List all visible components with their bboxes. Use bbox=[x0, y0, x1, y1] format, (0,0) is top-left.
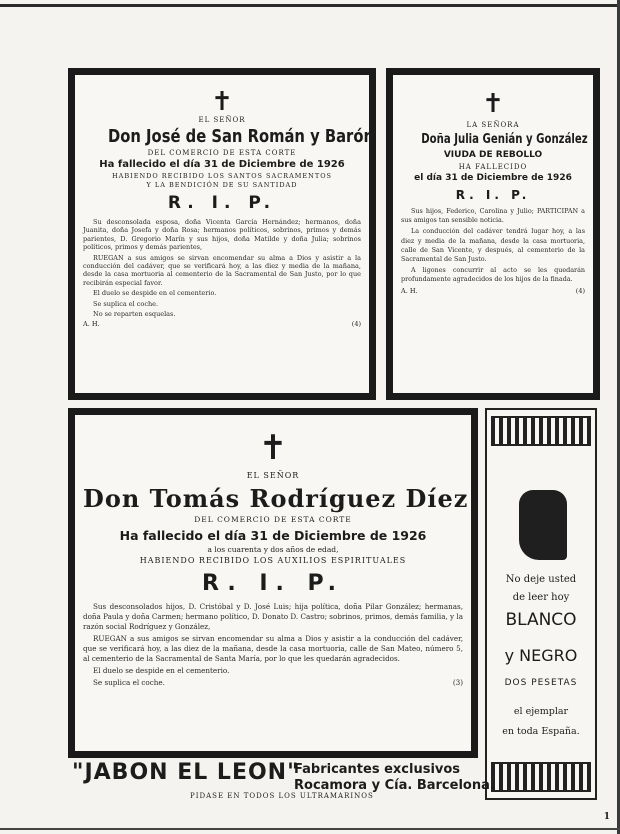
soap-company: Rocamora y Cía. Barcelona. bbox=[294, 778, 495, 793]
obituary-subtitle: DEL COMERCIO DE ESTA CORTE bbox=[147, 149, 297, 157]
ad-line: el ejemplar bbox=[513, 706, 569, 717]
soap-makers: Fabricantes exclusivos bbox=[294, 762, 461, 777]
soap-tagline: PIDASE EN TODOS LOS ULTRAMARINOS bbox=[190, 792, 374, 800]
ad-line: de leer hoy bbox=[512, 592, 570, 603]
rip-heading: R. I. P. bbox=[455, 188, 531, 202]
obituary-paragraph: Sus desconsolados hijos, D. Cristóbal y D. José Luis; hija política, doña Pilar González; hermanas, doña Paula y doña Carmen; hermano político, D. Donato D. Castro; sobrinos, primos, demás familia, y la razón social Rodríguez y González, bbox=[83, 602, 463, 631]
cross-icon: ✝ bbox=[211, 87, 233, 117]
top-rule bbox=[0, 4, 620, 7]
obituary-name: Doña Julia Genián y González bbox=[421, 132, 588, 147]
obituary-closing: El duelo se despide en el cementerio. bbox=[93, 289, 217, 298]
obituary-footer bbox=[401, 287, 585, 295]
obituary-closing: El duelo se despide en el cementerio. bbox=[93, 666, 230, 675]
obituary-closing: Se suplica el coche. bbox=[93, 678, 165, 687]
notice-number: (4) bbox=[351, 320, 361, 329]
obituary-body bbox=[83, 602, 463, 690]
cross-icon: ✝ bbox=[258, 428, 288, 468]
obituary-age: a los cuarenta y dos años de edad, bbox=[207, 545, 339, 554]
rip-heading: R. I. P. bbox=[167, 193, 277, 213]
ad-line: en toda España. bbox=[502, 726, 580, 737]
agency-mark: A. H. bbox=[83, 320, 100, 329]
obituary-closing: Se suplica el coche. bbox=[93, 299, 159, 308]
ad-illustration bbox=[519, 490, 567, 560]
obituary-name: Don Tomás Rodríguez Díez bbox=[83, 484, 469, 513]
obituary-body bbox=[401, 207, 585, 285]
obituary-body bbox=[83, 218, 361, 318]
bottom-rule bbox=[0, 828, 620, 830]
obituary-rodriguez bbox=[68, 408, 478, 758]
obituary-death-date: Ha fallecido el día 31 de Diciembre de 1926 bbox=[99, 159, 345, 170]
obituary-sacraments: HABIENDO RECIBIDO LOS AUXILIOS ESPIRITUALES bbox=[139, 556, 407, 565]
obituary-paragraph: RUEGAN a sus amigos se sirvan encomendar su alma a Dios y asistir a la conducción del cadáver, que se verificará hoy, a las diez y media de la mañana, desde la casa mortuoria al cementerio de la Sacramental de San Justo, por lo que recibirán especial favor. bbox=[83, 253, 361, 287]
obituary-widow: VIUDA DE REBOLLO bbox=[443, 150, 543, 160]
notice-number: (4) bbox=[575, 286, 585, 295]
agency-mark: A. H. bbox=[401, 286, 418, 295]
soap-brand: "JABON EL LEON" bbox=[72, 760, 300, 785]
jabon-el-leon-ad bbox=[72, 760, 612, 804]
ad-brand-blanco: BLANCO bbox=[505, 610, 577, 630]
ad-brand-negro: y NEGRO bbox=[504, 646, 578, 665]
obituary-name: Don José de San Román y Barón bbox=[108, 126, 374, 147]
obituary-closing: No se reparten esquelas. bbox=[93, 310, 176, 319]
obituary-san-roman bbox=[68, 68, 376, 400]
obituary-paragraph: Sus hijos, Federico, Carolina y Julio; PARTICIPAN a sus amigos tan sensible noticia. bbox=[401, 207, 585, 225]
obituary-death-date: el día 31 de Diciembre de 1926 bbox=[414, 173, 572, 183]
page-number: 1 bbox=[603, 812, 610, 822]
ad-ornament-band bbox=[491, 416, 591, 446]
notice-number: (3) bbox=[452, 678, 463, 687]
blanco-y-negro-ad bbox=[485, 408, 597, 800]
obituary-title: EL SEÑOR bbox=[246, 471, 300, 480]
ad-price: DOS PESETAS bbox=[504, 678, 578, 688]
obituary-paragraph: Su desconsolada esposa, doña Vicenta García Hernández; hermanos, doña Juanita, doña Josefa y doña Rosa; hermanos políticos, sobrinos, primos y demás parientes, D. Gregorio Marín y sus hijos, doña Matilde y doña Julia; sobrinos políticos, primos y demás parientes, bbox=[83, 218, 361, 252]
obituary-blessing: Y LA BENDICIÓN DE SU SANTIDAD bbox=[146, 181, 298, 189]
obituary-paragraph: La conducción del cadáver tendrá lugar hoy, a las diez y media de la mañana, desde la casa mortuoria, calle de San Vicente, y después, al cementerio de la Sacramental de San Justo. bbox=[401, 227, 585, 264]
ad-line: No deje usted bbox=[505, 574, 577, 585]
obituary-sacraments: HABIENDO RECIBIDO LOS SANTOS SACRAMENTOS bbox=[112, 172, 332, 180]
obituary-subtitle: DEL COMERCIO DE ESTA CORTE bbox=[194, 515, 352, 524]
obituary-footer bbox=[83, 320, 361, 328]
obituary-paragraph: RUEGAN a sus amigos se sirvan encomendar su alma a Dios y asistir a la conducción del cadáver, que se verificará hoy, a las diez de la mañana, desde la casa mortuoria, calle de San Mateo, número 5, al cementerio de la Sacramental de Santa María, por lo que les quedarán agradecidos. bbox=[83, 634, 463, 663]
rip-heading: R. I. P. bbox=[201, 571, 344, 596]
cross-icon: ✝ bbox=[482, 89, 504, 119]
obituary-status: HA FALLECIDO bbox=[458, 163, 528, 171]
obituary-death-date: Ha fallecido el día 31 de Diciembre de 1926 bbox=[119, 528, 427, 543]
obituary-paragraph: A ligones concurrir al acto se les quedarán profundamente agradecidos de los hijos de la finada. bbox=[401, 266, 585, 284]
obituary-title: LA SEÑORA bbox=[466, 121, 520, 129]
obituary-genian bbox=[386, 68, 600, 400]
obituary-title: EL SEÑOR bbox=[198, 116, 246, 124]
